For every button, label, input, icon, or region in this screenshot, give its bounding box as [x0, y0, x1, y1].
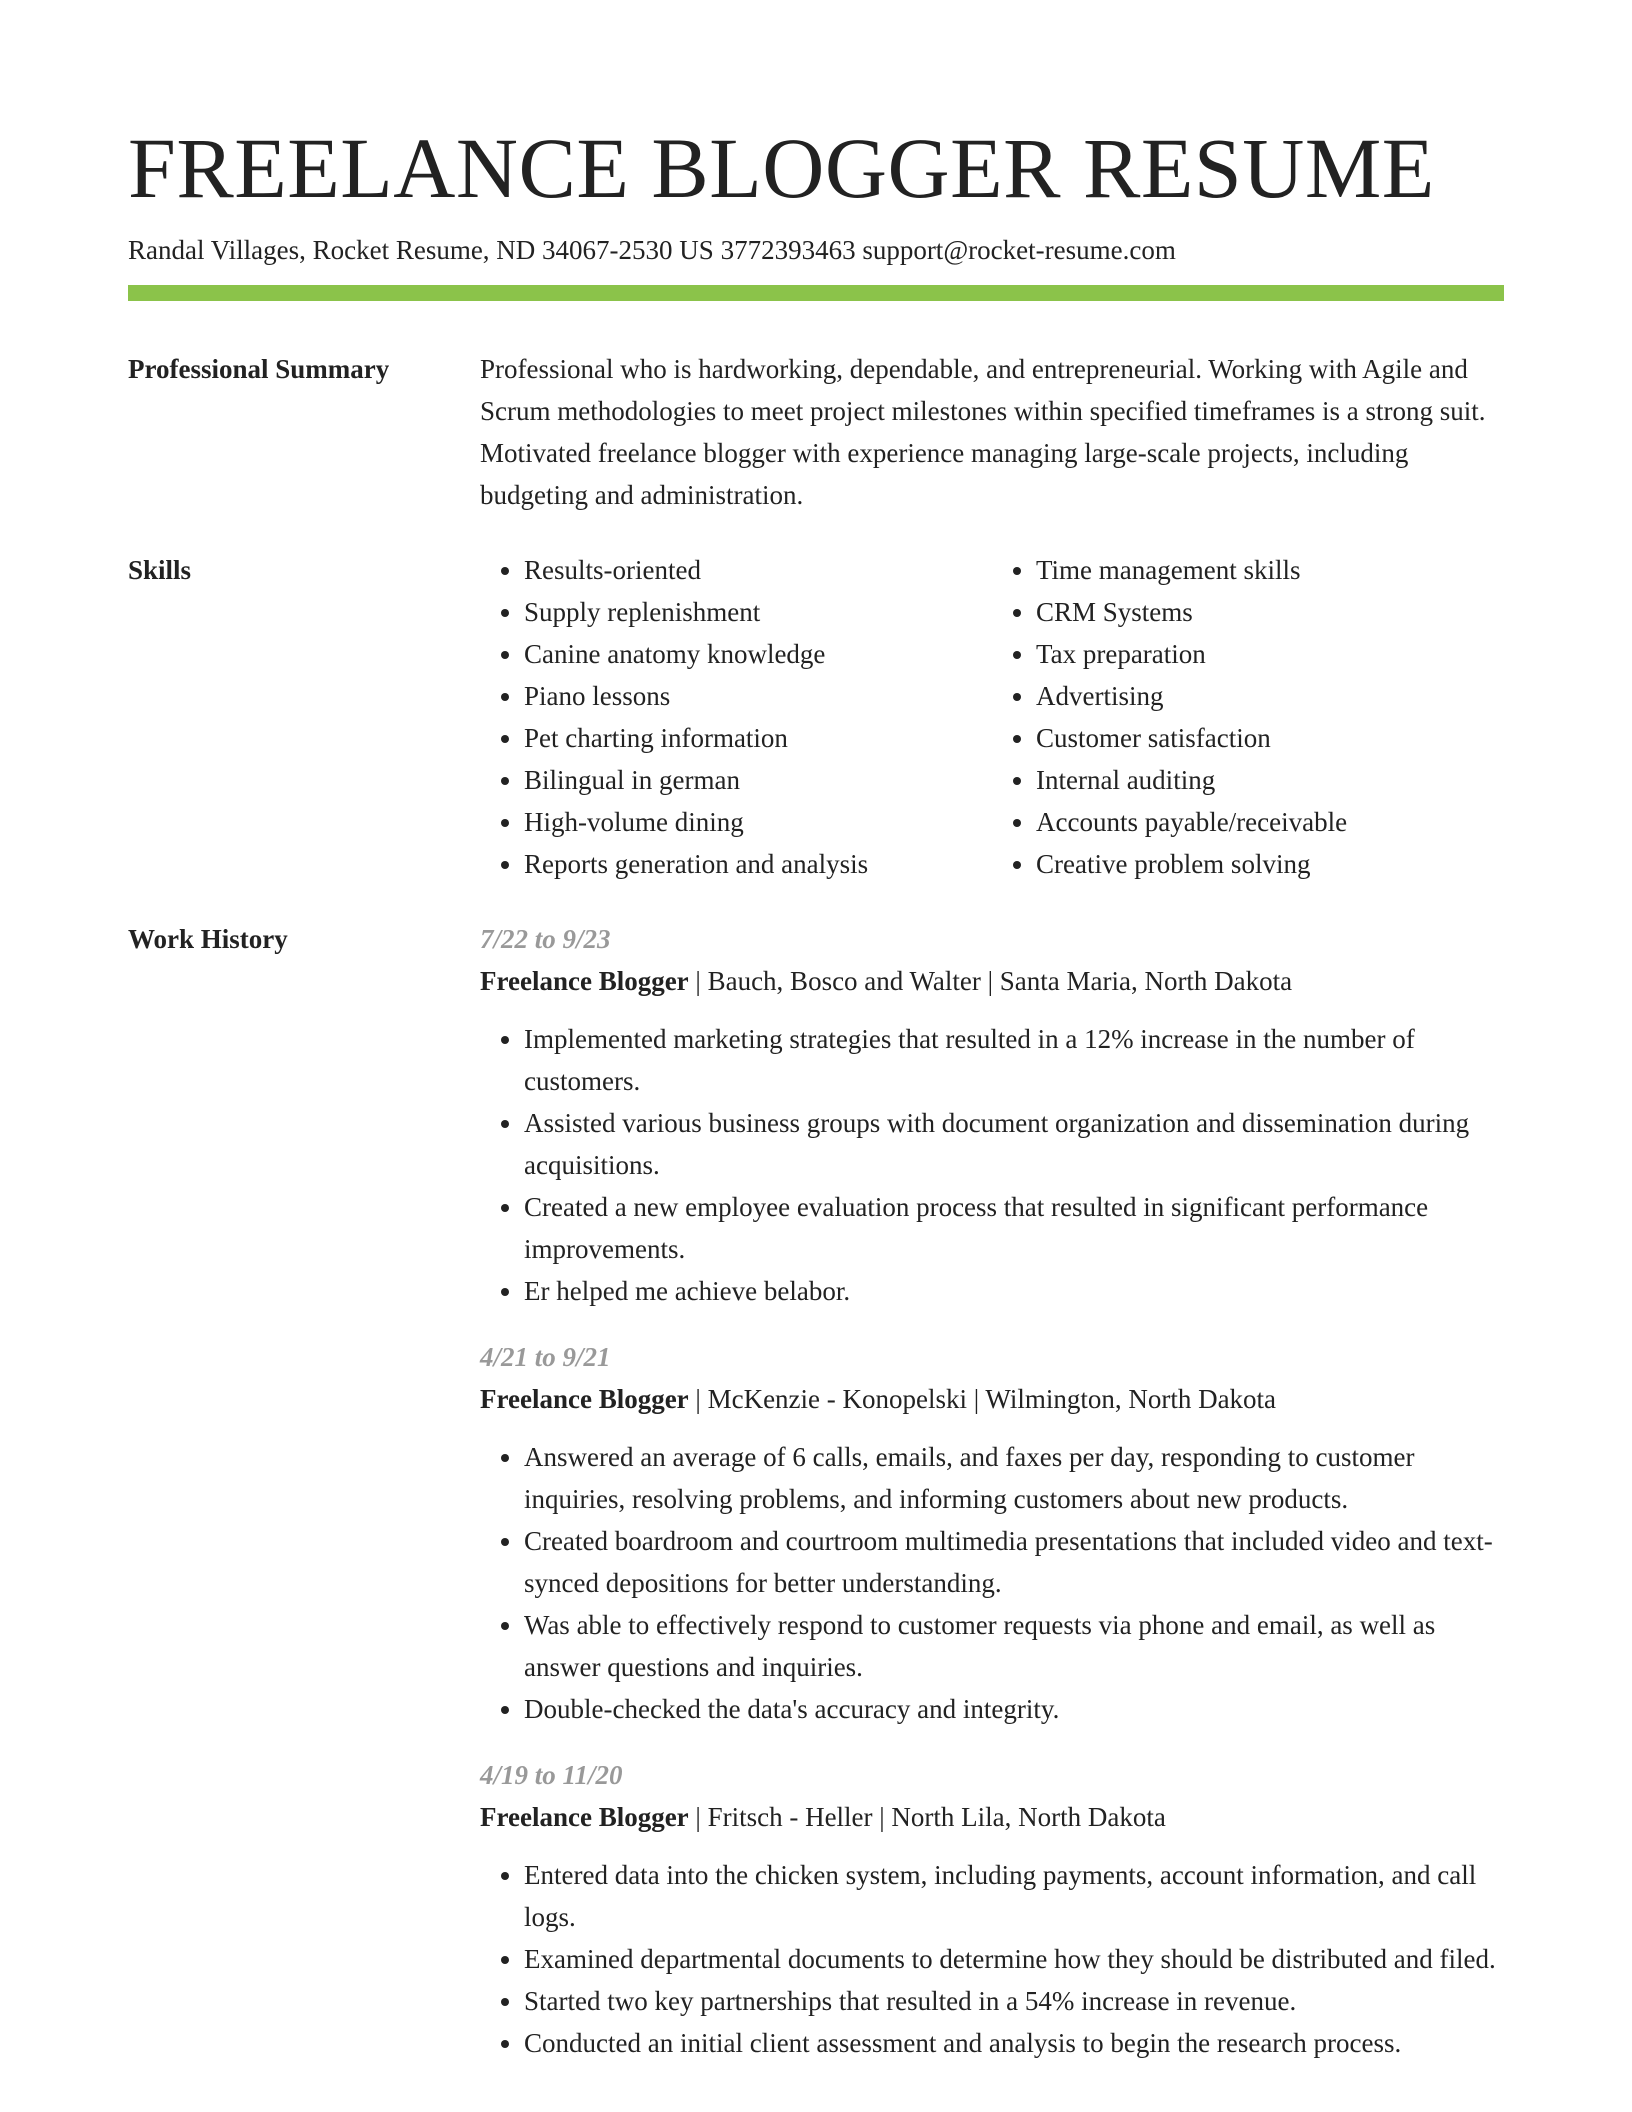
job-bullet: • Assisted various business groups with document organization and dissemination during acquisitions.: [524, 1102, 1504, 1186]
skill-item: • Supply replenishment: [524, 591, 992, 633]
job-bullet: • Implemented marketing strategies that resulted in a 12% increase in the number of customers.: [524, 1018, 1504, 1102]
job-bullet: • Created boardroom and courtroom multimedia presentations that included video and text-synced depositions for better understanding.: [524, 1520, 1504, 1604]
job-bullet: • Conducted an initial client assessment and analysis to begin the research process.: [524, 2022, 1504, 2064]
job-bullet: • Answered an average of 6 calls, emails, and faxes per day, responding to customer inquiries, resolving problems, and informing customers about new products.: [524, 1436, 1504, 1520]
skill-item: • Time management skills: [1036, 549, 1504, 591]
skills-list-right: [992, 549, 1504, 885]
job-bullet-list: [480, 1854, 1504, 2064]
job-bullet: • Double-checked the data's accuracy and integrity.: [524, 1688, 1504, 1730]
job-bullet: • Examined departmental documents to determine how they should be distributed and filed.: [524, 1938, 1504, 1980]
skill-item: • Canine anatomy knowledge: [524, 633, 992, 675]
job-heading: [480, 1796, 1504, 1838]
job-employer-location: | Fritsch - Heller | North Lila, North Dakota: [688, 1802, 1166, 1832]
job-bullet: • Er helped me achieve belabor.: [524, 1270, 1504, 1312]
job-employer-location: | Bauch, Bosco and Walter | Santa Maria, North Dakota: [688, 966, 1293, 996]
job-title: Freelance Blogger: [480, 1384, 689, 1414]
header-divider: [128, 285, 1504, 301]
skills-heading: Skills: [128, 555, 192, 585]
job-bullet: • Was able to effectively respond to customer requests via phone and email, as well as answer questions and inquiries.: [524, 1604, 1504, 1688]
job-heading: [480, 960, 1504, 1002]
contact-line: Randal Villages, Rocket Resume, ND 34067-2530 US 3772393463 support@rocket-resume.com: [128, 235, 1176, 265]
skills-body: [480, 549, 1504, 885]
skill-item: • CRM Systems: [1036, 591, 1504, 633]
job-dates: 7/22 to 9/23: [480, 924, 611, 954]
skill-item: • Creative problem solving: [1036, 843, 1504, 885]
job-employer-location: | McKenzie - Konopelski | Wilmington, North Dakota: [688, 1384, 1277, 1414]
skill-item: • Pet charting information: [524, 717, 992, 759]
job-dates: 4/19 to 11/20: [480, 1760, 623, 1790]
job-entry: [480, 1754, 1504, 2064]
job-bullet-list: [480, 1436, 1504, 1730]
job-title: Freelance Blogger: [480, 1802, 689, 1832]
job-bullet: • Created a new employee evaluation process that resulted in significant performance improvements.: [524, 1186, 1504, 1270]
skill-item: • Reports generation and analysis: [524, 843, 992, 885]
skills-columns: [480, 549, 1504, 885]
job-entry: [480, 918, 1504, 1312]
job-heading: [480, 1378, 1504, 1420]
job-entry: [480, 1336, 1504, 1730]
skills-list-left: [480, 549, 992, 885]
job-title: Freelance Blogger: [480, 966, 689, 996]
job-bullet: • Started two key partnerships that resulted in a 54% increase in revenue.: [524, 1980, 1504, 2022]
job-dates: 4/21 to 9/21: [480, 1342, 611, 1372]
skill-item: • Piano lessons: [524, 675, 992, 717]
work-history-heading: Work History: [128, 924, 288, 954]
summary-text: Professional who is hardworking, dependable, and entrepreneurial. Working with Agile and Scrum methodologies to meet project milestones within specified timeframes is a strong suit. Motivated freelance blogger with experience managing large-scale projects, including budgeting and administration.: [480, 354, 1486, 510]
job-bullet-list: [480, 1018, 1504, 1312]
resume-title: FREELANCE BLOGGER RESUME: [128, 120, 1435, 216]
skill-item: • Results-oriented: [524, 549, 992, 591]
summary-heading: Professional Summary: [128, 354, 390, 384]
skill-item: • Internal auditing: [1036, 759, 1504, 801]
skill-item: • Advertising: [1036, 675, 1504, 717]
skill-item: • Customer satisfaction: [1036, 717, 1504, 759]
summary-body: [480, 348, 1504, 516]
work-history-body: [480, 918, 1504, 2088]
job-bullet: • Entered data into the chicken system, including payments, account information, and call logs.: [524, 1854, 1504, 1938]
skill-item: • High-volume dining: [524, 801, 992, 843]
skill-item: • Accounts payable/receivable: [1036, 801, 1504, 843]
skill-item: • Tax preparation: [1036, 633, 1504, 675]
skill-item: • Bilingual in german: [524, 759, 992, 801]
